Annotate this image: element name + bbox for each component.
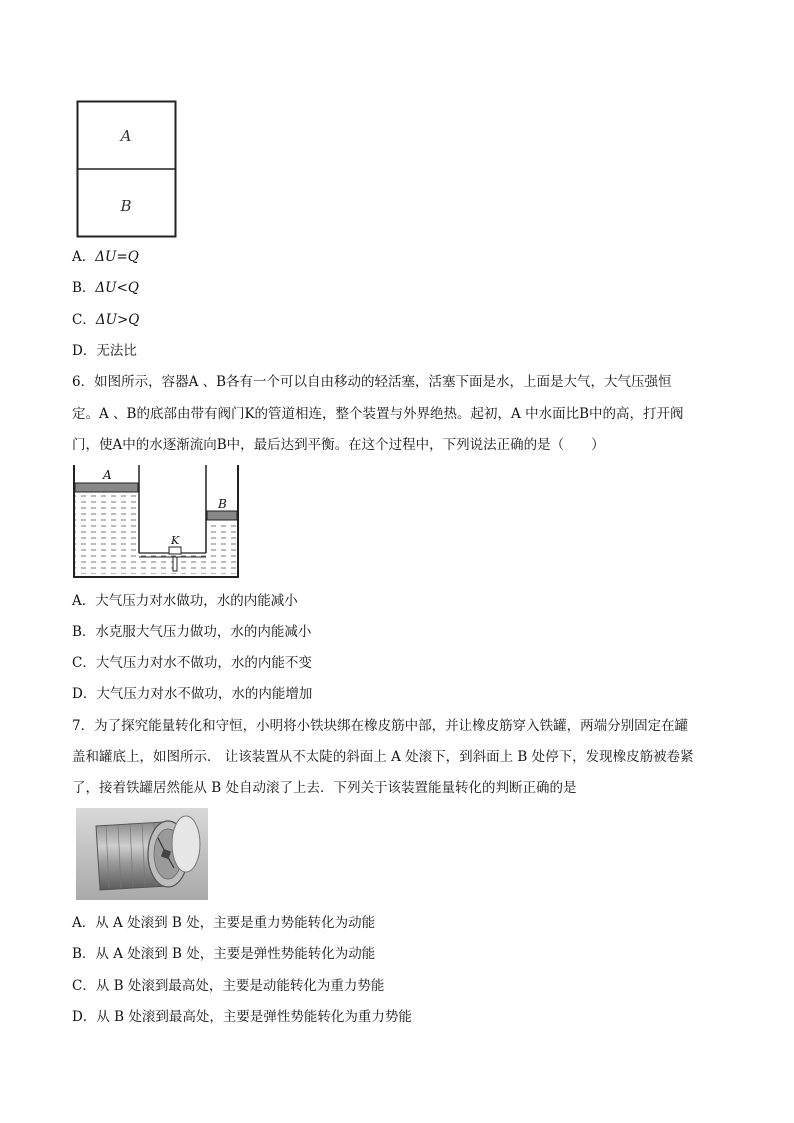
- q7-stem-line-2: 盖和罐底上，如图所示． 让该装置从不太陡的斜面上 A 处滚下，到斜面上 B 处停下，发现橡皮筋被卷紧: [72, 749, 694, 765]
- q5-option-d: D．无法比: [72, 343, 137, 359]
- q6-stem-line-2: 定。A 、B的底部由带有阀门K的管道相连，整个装置与外界绝热。起初，A 中水面比B中的高，打开阀: [72, 406, 684, 422]
- q6-stem-line-3: 门，使A中的水逐渐流向B中，最后达到平衡。在这个过程中，下列说法正确的是（ ）: [72, 437, 605, 453]
- q6-label-k: K: [171, 534, 180, 547]
- q7-option-c: C．从 B 处滚到最高处，主要是动能转化为重力势能: [72, 978, 385, 994]
- q7-stem-line-3: 了，接着铁罐居然能从 B 处自动滚了上去．下列关于该装置能量转化的判断正确的是: [72, 780, 577, 796]
- q5-option-a: A．ΔU=Q: [72, 249, 139, 265]
- q6-figure-connected-containers: [70, 463, 242, 581]
- q6-stem-line-1: 6．如图所示，容器A 、B各有一个可以自由移动的轻活塞，活塞下面是水，上面是大气，大气压强恒: [72, 374, 672, 390]
- q6-option-b: B．水克服大气压力做功，水的内能减小: [72, 624, 312, 640]
- q6-label-a: A: [103, 468, 112, 482]
- q7-stem-line-1: 7．为了探究能量转化和守恒，小明将小铁块绑在橡皮筋中部，并让橡皮筋穿入铁罐，两端分别固定在罐: [72, 718, 689, 734]
- q5-label-a: A: [120, 127, 132, 145]
- q5-figure-containers: [76, 100, 178, 240]
- q7-option-a: A．从 A 处滚到 B 处，主要是重力势能转化为动能: [72, 915, 376, 931]
- q6-option-d: D．大气压力对水不做功，水的内能增加: [72, 686, 313, 702]
- q6-label-b: B: [218, 497, 227, 511]
- q7-figure-iron-can-photo: [76, 808, 208, 900]
- q6-option-c: C．大气压力对水不做功，水的内能不变: [72, 655, 312, 671]
- q7-option-b: B．从 A 处滚到 B 处，主要是弹性势能转化为动能: [72, 946, 376, 962]
- q7-option-d: D．从 B 处滚到最高处，主要是弹性势能转化为重力势能: [72, 1009, 412, 1025]
- q5-label-b: B: [120, 197, 132, 215]
- q5-option-c: C．ΔU>Q: [72, 312, 140, 328]
- q5-option-b: B．ΔU<Q: [72, 280, 139, 296]
- q6-option-a: A．大气压力对水做功，水的内能减小: [72, 593, 298, 609]
